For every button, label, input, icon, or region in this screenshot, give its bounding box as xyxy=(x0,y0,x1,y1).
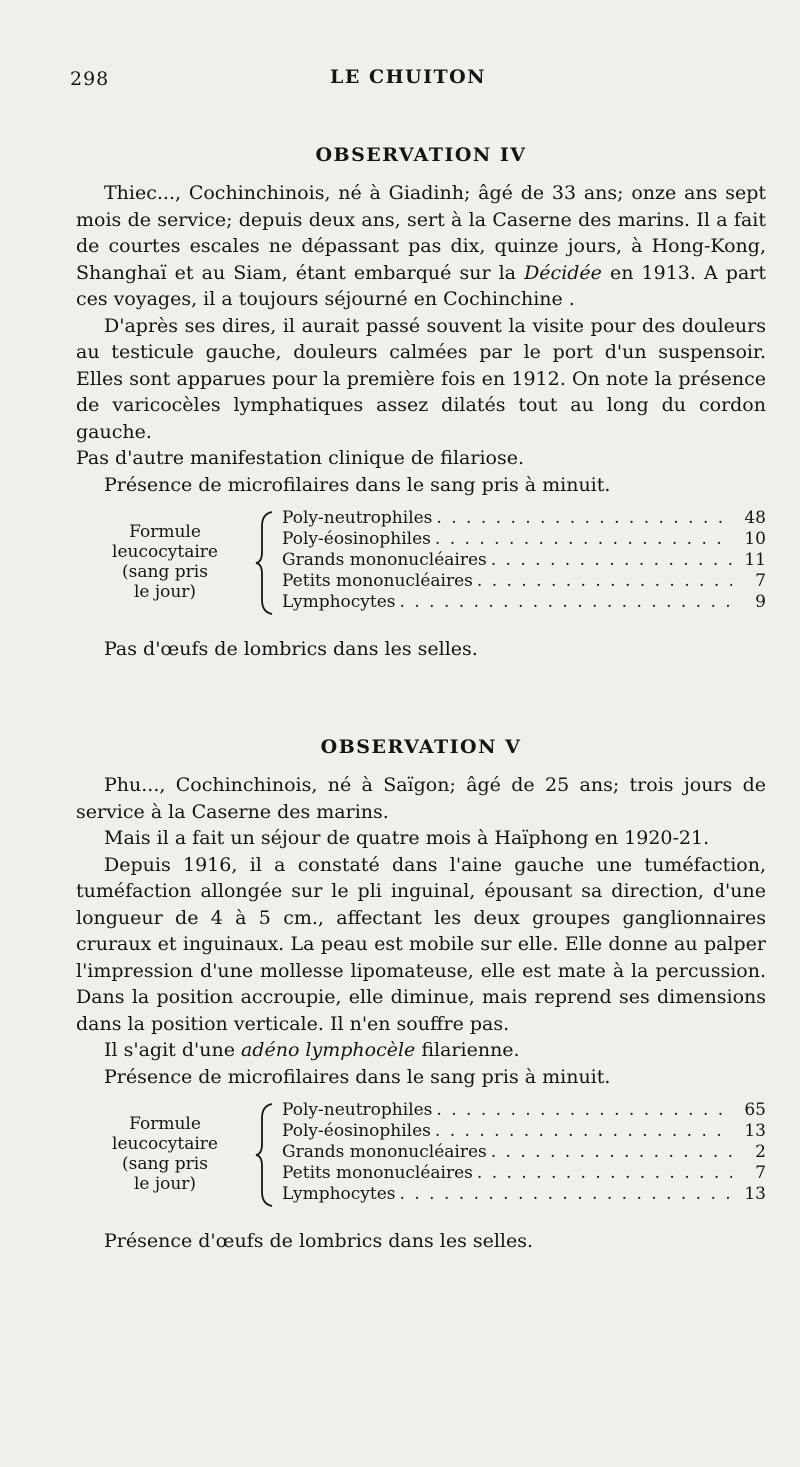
running-title: LE CHUITON xyxy=(330,66,487,88)
observation-heading: OBSERVATION IV xyxy=(315,144,527,166)
formula-rows xyxy=(282,508,766,613)
formula-row: Poly-éosinophiles . . . 13 xyxy=(282,1121,766,1142)
brace-icon xyxy=(254,1102,276,1208)
paragraph: Présence de microfilaires dans le sang pris à minuit. xyxy=(104,473,611,496)
formula-row: Lymphocytes . . . 13 xyxy=(282,1184,766,1205)
formula-row: Poly-neutrophiles . . . 48 xyxy=(282,508,766,529)
brace-icon xyxy=(254,510,276,616)
paragraph: Présence de microfilaires dans le sang pris à minuit. xyxy=(104,1065,611,1088)
page-number: 298 xyxy=(70,68,110,90)
paragraph: Présence d'œufs de lombrics dans les selles. xyxy=(104,1230,534,1252)
observation-heading: OBSERVATION V xyxy=(320,736,522,758)
formula-row: Poly-éosinophiles . . . 10 xyxy=(282,529,766,550)
paragraph: Depuis 1916, il a constaté dans l'aine gauche une tuméfaction, tuméfaction allongée sur le pli inguinal, épousant sa direction, d'une longueur de 4 à 5 cm., affectant les deux groupes ganglionnaires cruraux et inguinaux. La peau est mobile sur elle. Elle donne au palper l'impression d'une mollesse lipomateuse, elle est mate à la percussion. Dans la position accroupie, elle diminue, mais reprend ses dimensions dans la position verticale. Il n'en souffre pas. xyxy=(76,853,766,1035)
paragraph: Mais il a fait un séjour de quatre mois à Haïphong en 1920-21. xyxy=(104,827,710,849)
observation-v xyxy=(76,736,766,1255)
paragraph: Pas d'œufs de lombrics dans les selles. xyxy=(104,638,478,660)
diagnosis: adéno lymphocèle xyxy=(240,1039,416,1061)
formula-row: Petits mononucléaires . . . 7 xyxy=(282,571,766,592)
leukocyte-formula xyxy=(76,506,766,622)
formula-rows xyxy=(282,1100,766,1205)
running-head xyxy=(70,62,770,92)
paragraph: Il s'agit d'une adéno lymphocèle filarienne. xyxy=(104,1039,520,1061)
paragraph: Phu..., Cochinchinois, né à Saïgon; âgé de 25 ans; trois jours de service à la Caserne des marins. xyxy=(76,774,766,823)
formula-row: Poly-neutrophiles . . . 65 xyxy=(282,1100,766,1121)
formula-row: Grands mononucléaires . . . 11 xyxy=(282,550,766,571)
formula-label: Formule leucocytaire (sang pris le jour) xyxy=(112,1114,218,1194)
formula-label: Formule leucocytaire (sang pris le jour) xyxy=(112,522,218,602)
observation-iv xyxy=(76,144,766,663)
formula-row: Grands mononucléaires . . . 2 xyxy=(282,1142,766,1163)
formula-row: Petits mononucléaires . . . 7 xyxy=(282,1163,766,1184)
paragraph: Thiec..., Cochinchinois, né à Giadinh; âgé de 33 ans; onze ans sept mois de service; depuis deux ans, sert à la Caserne des marins. Il a fait de courtes escales ne dépassant pas dix, quinze jours, à Hong-Kong, Shanghaï et au Siam, étant embarqué sur la Décidée en 1913. A part ces voyages, il a toujours séjourné en Cochinchine . xyxy=(76,182,766,310)
paragraph: D'après ses dires, il aurait passé souvent la visite pour des douleurs au testicule gauche, douleurs calmées par le port d'un suspensoir. Elles sont apparues pour la première fois en 1912. On note la présence de varicocèles lymphatiques assez dilatés tout au long du cordon gauche. xyxy=(76,314,766,443)
formula-row: Lymphocytes . . . 9 xyxy=(282,592,766,613)
paragraph: Pas d'autre manifestation clinique de filariose. xyxy=(76,447,525,469)
leukocyte-formula xyxy=(76,1098,766,1214)
ship-name: Décidée xyxy=(524,261,602,284)
